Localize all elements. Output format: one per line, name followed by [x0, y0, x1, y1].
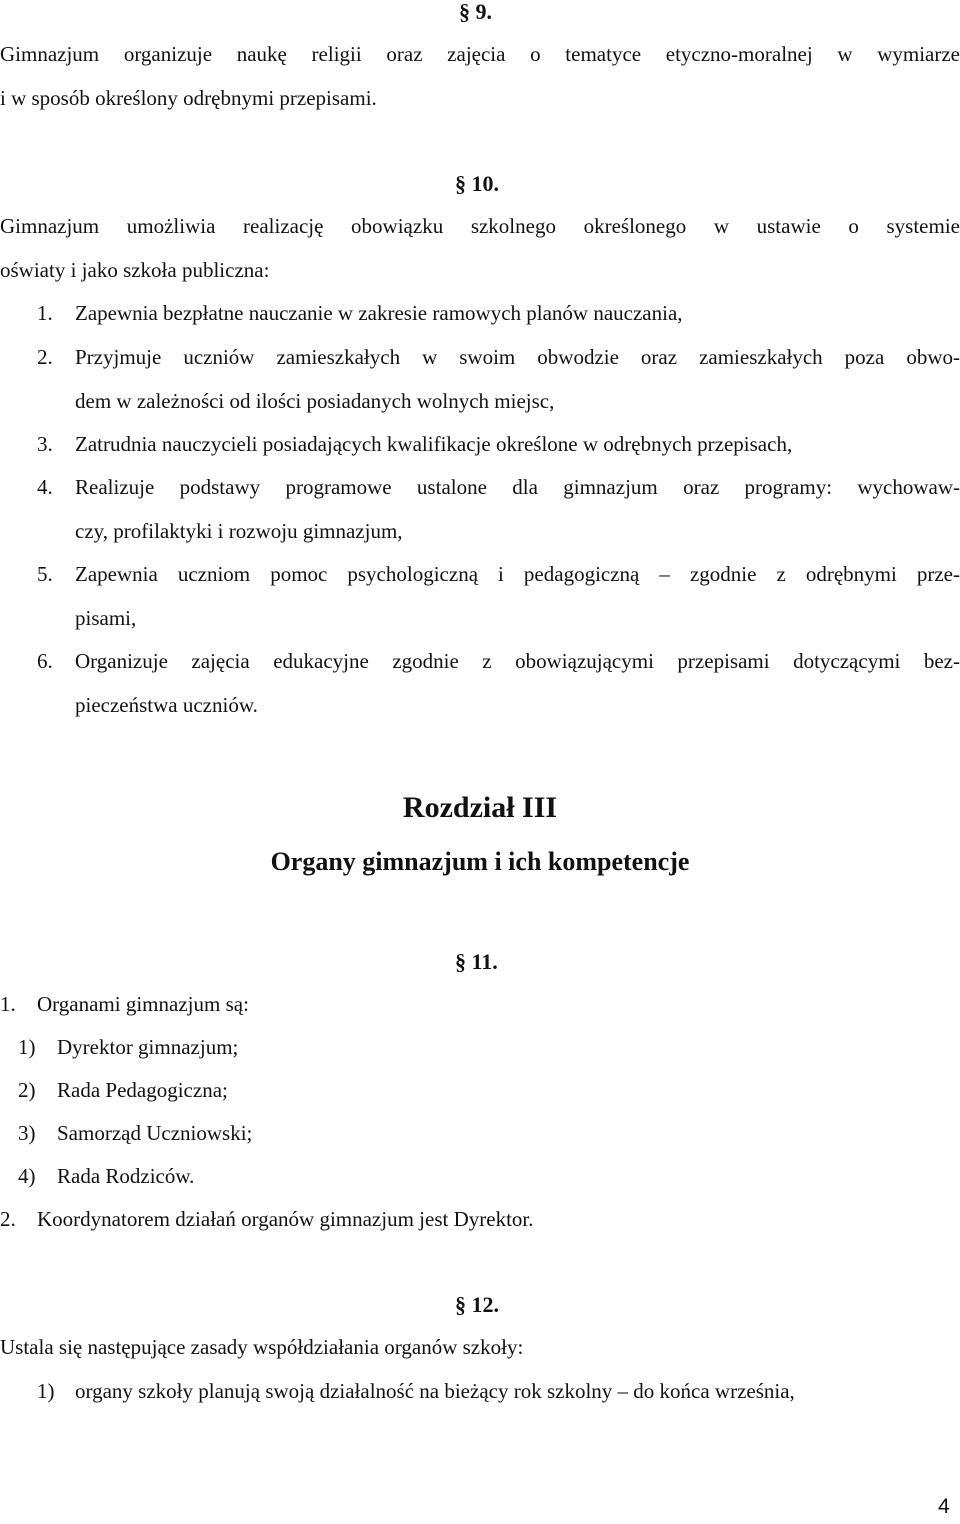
organ-item: Dyrektor gimnazjum; [57, 1035, 239, 1059]
section-10-intro-line-1: Gimnazjum umożliwia realizację obowiązku szkolnego określonego w ustawie o systemie [0, 214, 960, 238]
organ-number: 1) [18, 1035, 36, 1059]
organ-number: 3) [18, 1121, 36, 1145]
organ-item: Samorząd Uczniowski; [57, 1121, 253, 1145]
list-item-number: 4. [37, 475, 53, 499]
list-item-text: organy szkoły planują swoją działalność na bieżący rok szkolny – do końca września, [75, 1379, 795, 1403]
organ-number: 2) [18, 1078, 36, 1102]
list-item-text-continued: dem w zależności od ilości posiadanych wolnych miejsc, [75, 389, 555, 413]
section-9-line-2: i w sposób określony odrębnymi przepisami. [0, 86, 377, 110]
page-number: 4 [938, 1495, 950, 1518]
paragraph-number: 1. [0, 992, 16, 1016]
organ-number: 4) [18, 1164, 36, 1188]
section-12-intro: Ustala się następujące zasady współdziałania organów szkoły: [0, 1335, 524, 1359]
list-item-text-continued: czy, profilaktyki i rozwoju gimnazjum, [75, 519, 403, 543]
chapter-subtitle: Organy gimnazjum i ich kompetencje [270, 847, 690, 876]
list-item-number: 3. [37, 432, 53, 456]
list-item-number: 6. [37, 649, 53, 673]
list-item-text: Zatrudnia nauczycieli posiadających kwalifikacje określone w odrębnych przepisach, [75, 432, 793, 456]
chapter-title: Rozdział III [402, 791, 558, 824]
section-9-line-1: Gimnazjum organizuje naukę religii oraz zajęcia o tematyce etyczno-moralnej w wymiarze [0, 42, 960, 66]
list-item-number: 1. [37, 301, 53, 325]
section-9-heading: § 9. [459, 0, 492, 24]
paragraph-number: 2. [0, 1207, 16, 1231]
section-10-heading: § 10. [455, 171, 499, 196]
list-item-number: 5. [37, 562, 53, 586]
paragraph-text: Organami gimnazjum są: [37, 992, 249, 1016]
section-10-intro-line-2: oświaty i jako szkoła publiczna: [0, 258, 270, 282]
list-item-text: Zapewnia bezpłatne nauczanie w zakresie ramowych planów nauczania, [75, 301, 683, 325]
list-item-number: 1) [37, 1379, 55, 1403]
list-item-text: Zapewnia uczniom pomoc psychologiczną i pedagogiczną – zgodnie z odrębnymi prze- [75, 562, 960, 586]
list-item-text: Przyjmuje uczniów zamieszkałych w swoim obwodzie oraz zamieszkałych poza obwo- [75, 345, 960, 369]
list-item-text: Realizuje podstawy programowe ustalone dla gimnazjum oraz programy: wychowaw- [75, 475, 960, 499]
list-item-text: Organizuje zajęcia edukacyjne zgodnie z obowiązującymi przepisami dotyczącymi bez- [75, 649, 960, 673]
section-12-heading: § 12. [455, 1292, 499, 1317]
organ-item: Rada Rodziców. [57, 1164, 195, 1188]
paragraph-text: Koordynatorem działań organów gimnazjum jest Dyrektor. [37, 1207, 534, 1231]
section-11-heading: § 11. [455, 949, 498, 974]
list-item-text-continued: pieczeństwa uczniów. [75, 693, 258, 717]
list-item-number: 2. [37, 345, 53, 369]
organ-item: Rada Pedagogiczna; [57, 1078, 228, 1102]
list-item-text-continued: pisami, [75, 606, 137, 630]
